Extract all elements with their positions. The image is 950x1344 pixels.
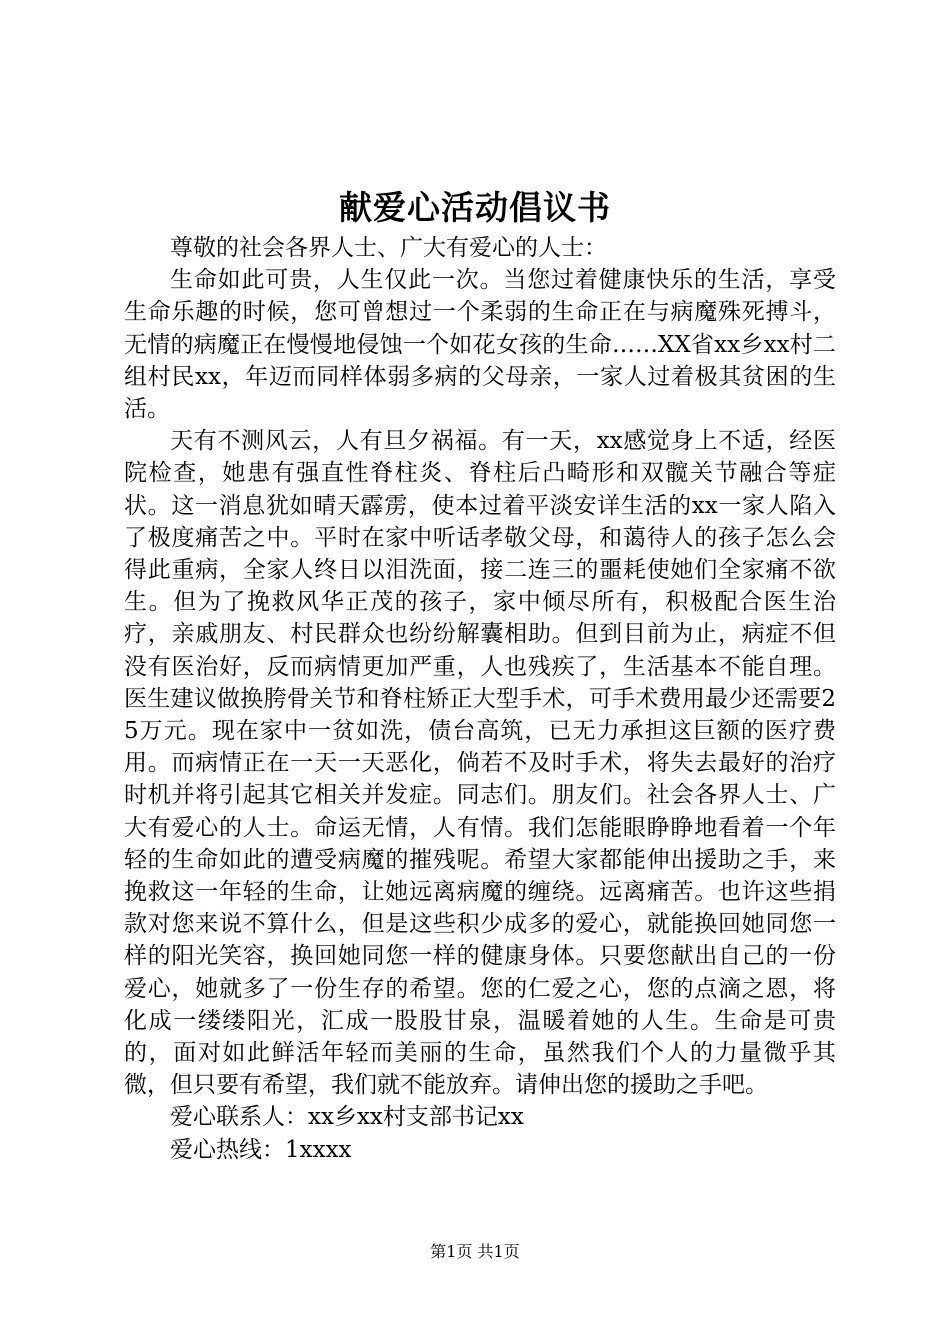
contact-hotline: 爱心热线：1xxxx (170, 1136, 352, 1163)
document-body (124, 232, 836, 1166)
page-number-footer: 第1页 共1页 (430, 1242, 520, 1261)
contact-person: 爱心联系人：xx乡xx村支部书记xx (170, 1104, 524, 1131)
salutation: 尊敬的社会各界人士、广大有爱心的人士： (170, 235, 607, 261)
document-title: 献爱心活动倡议书 (339, 188, 611, 227)
body-paragraph: 生命如此可贵，人生仅此一次。当您过着健康快乐的生活，享受生命乐趣的时候，您可曾想过一个柔弱的生命正在与病魔殊死搏斗，无情的病魔正在慢慢地侵蚀一个如花女孩的生命……XX省xx乡xx村二组村民xx，年迈而同样体弱多病的父母亲，一家人过着极其贫困的生活。 (124, 267, 836, 423)
body-paragraph: 天有不测风云，人有旦夕祸福。有一天，xx感觉身上不适，经医院检查，她患有强直性脊柱炎、脊柱后凸畸形和双髋关节融合等症状。这一消息犹如晴天霹雳，使本过着平淡安详生活的xx一家人陷入了极度痛苦之中。平时在家中听话孝敬父母，和蔼待人的孩子怎么会得此重病，全家人终日以泪洗面，接二连三的噩耗使她们全家痛不欲生。但为了挽救风华正茂的孩子，家中倾尽所有，积极配合医生治疗，亲戚朋友、村民群众也纷纷解囊相助。但到目前为止，病症不但没有医治好，反而病情更加严重，人也残疾了，生活基本不能自理。医生建议做换胯骨关节和脊柱矫正大型手术，可手术费用最少还需要25万元。现在家中一贫如洗，债台高筑，已无力承担这巨额的医疗费用。而病情正在一天一天恶化，倘若不及时手术，将失去最好的治疗时机并将引起其它相关并发症。同志们。朋友们。社会各界人士、广大有爱心的人士。命运无情，人有情。我们怎能眼睁睁地看着一个年轻的生命如此的遭受病魔的摧残呢。希望大家都能伸出援助之手，来挽救这一年轻的生命，让她远离病魔的缠绕。远离痛苦。也许这些捐款对您来说不算什么，但是这些积少成多的爱心，就能换回她同您一样的阳光笑容，换回她同您一样的健康身体。只要您献出自己的一份爱心，她就多了一份生存的希望。您的仁爱之心，您的点滴之恩，将化成一缕缕阳光，汇成一股股甘泉，温暖着她的人生。生命是可贵的，面对如此鲜活年轻而美丽的生命，虽然我们个人的力量微乎其微，但只要有希望，我们就不能放弃。请伸出您的援助之手吧。 (124, 428, 836, 1099)
